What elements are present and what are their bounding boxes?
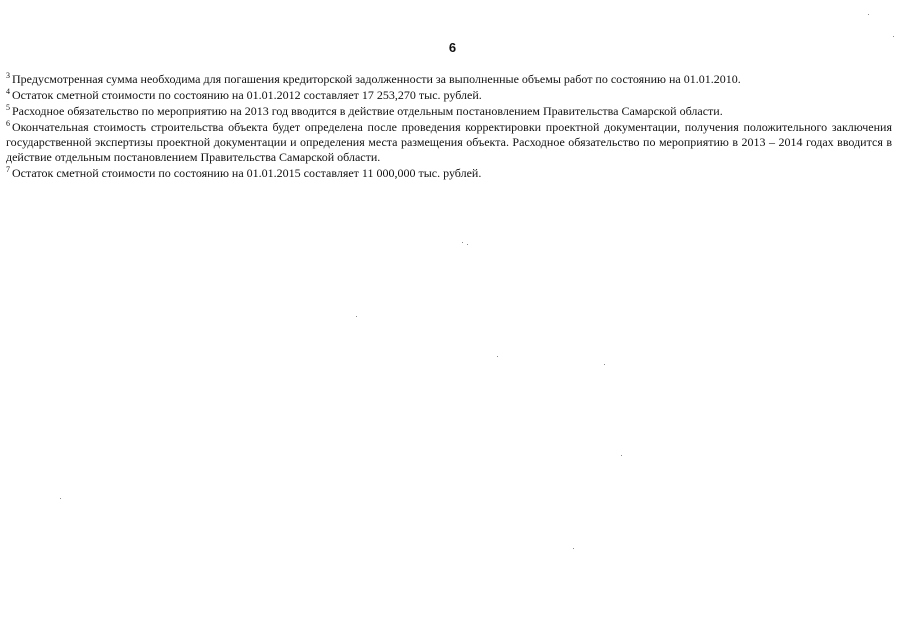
scan-speck (60, 498, 61, 499)
footnote-text: Расходное обязательство по мероприятию на 2013 год вводится в действие отдельным постановлением Правительства Самарской области. (12, 104, 723, 118)
scan-speck (573, 548, 574, 549)
scan-speck (893, 36, 894, 37)
footnote-3 (6, 72, 892, 87)
footnote-5 (6, 104, 892, 119)
footnote-text: Остаток сметной стоимости по состоянию на 01.01.2015 составляет 11 000,000 тыс. рублей. (12, 166, 482, 180)
footnote-mark: 4 (6, 87, 10, 96)
footnote-4 (6, 88, 892, 103)
scan-speck (356, 316, 357, 317)
footnote-6 (6, 120, 892, 165)
footnote-7 (6, 166, 892, 181)
footnote-mark: 6 (6, 119, 10, 128)
scan-speck (462, 242, 463, 243)
footnote-text: Предусмотренная сумма необходима для погашения кредиторской задолженности за выполненные объемы работ по состоянию на 01.01.2010. (12, 72, 741, 86)
scan-speck (497, 356, 498, 357)
footnotes-block (6, 72, 892, 182)
scan-speck (621, 455, 622, 456)
footnote-mark: 5 (6, 103, 10, 112)
footnote-text: Окончательная стоимость строительства объекта будет определена после проведения корректировки проектной документации, получения положительного заключения государственной экспертизы проектной документации и определения места размещения объекта. Расходное обязательство по мероприятию в 2013 – 2014 годах вводится в действие отдельным постановлением Правительства Самарской области. (6, 120, 892, 164)
footnote-text: Остаток сметной стоимости по состоянию на 01.01.2012 составляет 17 253,270 тыс. рублей. (12, 88, 482, 102)
footnote-mark: 7 (6, 165, 10, 174)
scan-speck (868, 14, 869, 15)
footnote-mark: 3 (6, 71, 10, 80)
scan-speck (467, 244, 468, 245)
scan-speck (604, 364, 605, 365)
page-number: 6 (448, 40, 457, 55)
